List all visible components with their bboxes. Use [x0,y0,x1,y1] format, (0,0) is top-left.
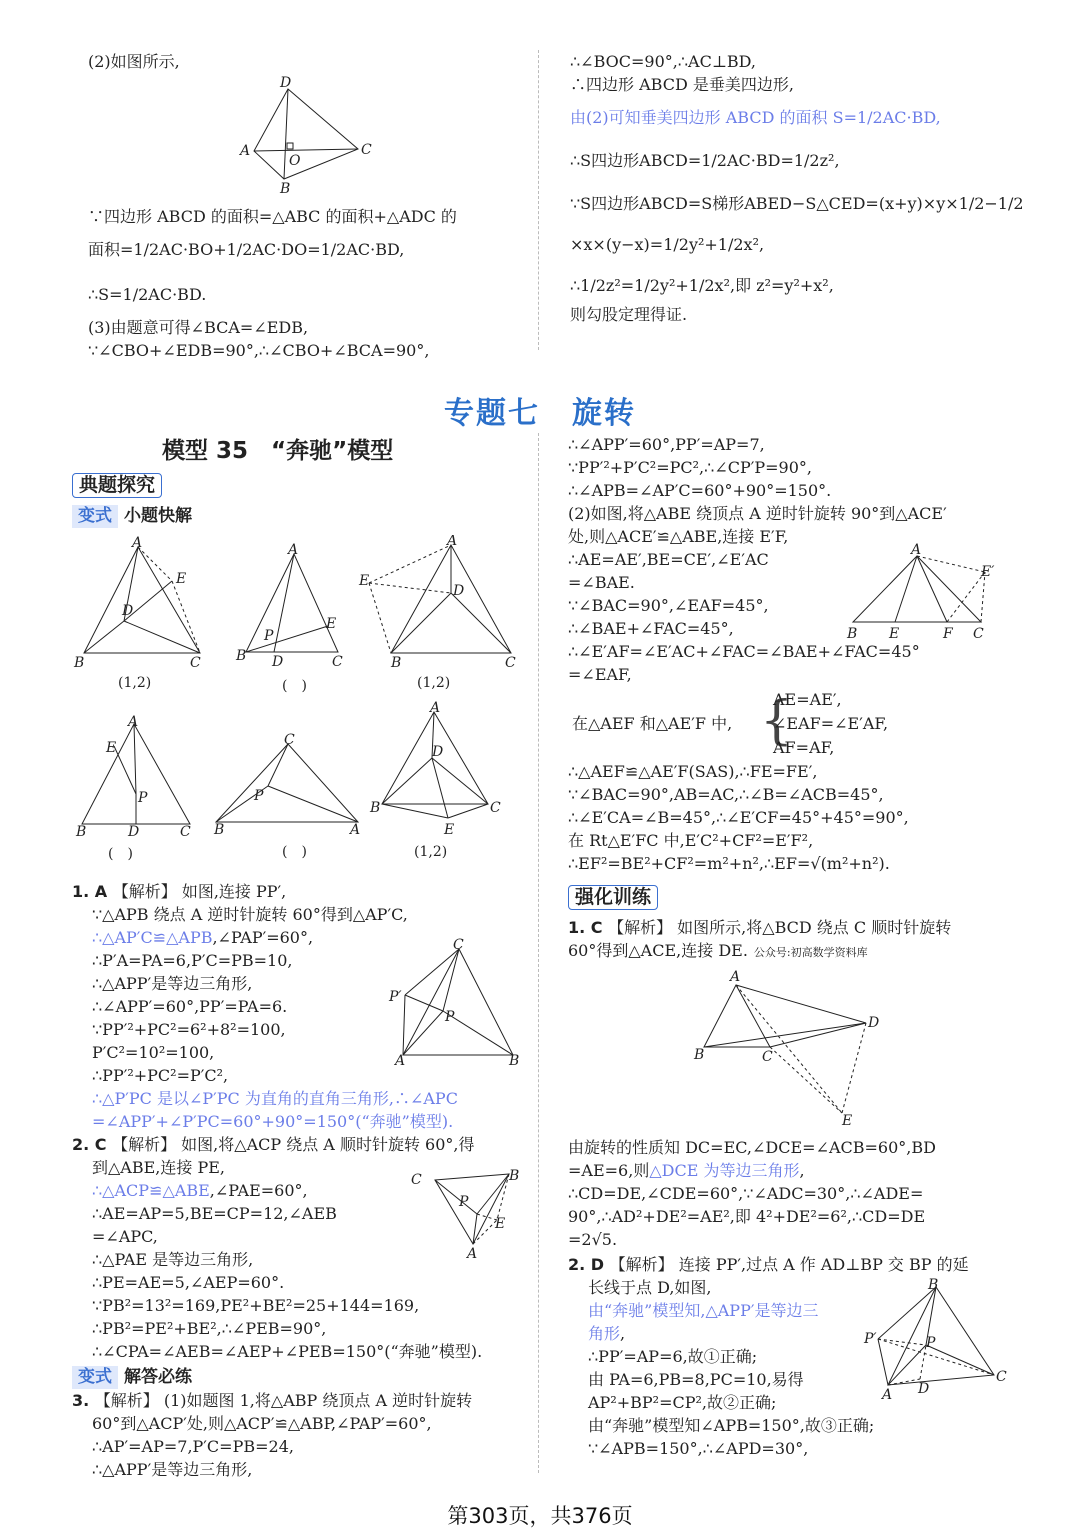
subheading-quick: 小题快解 [124,506,192,526]
svg-text:E: E [842,1113,853,1129]
variant-chip-2: 变式 [72,1366,118,1389]
svg-text:B: B [214,822,225,838]
body-text: ,∠PAP′=60°, [212,928,314,947]
text-line: 则勾股定理得证. [570,305,688,324]
system-brace: { [760,691,794,751]
text-line [72,1087,528,1110]
text-line [568,1136,1013,1159]
svg-text:A: A [128,714,139,730]
page-footer: 第303页，共376页 [447,1504,633,1528]
figure-caption: ( ) [282,678,307,694]
body-text: 90°,∴AD²+DE²=AE²,即 4²+DE²=6²,∴CD=DE [568,1207,926,1226]
subheading-must: 解答必练 [124,1367,192,1387]
text-line: ∴四边形 ABCD 是垂美四边形, [570,75,794,94]
body-text: 【解析】 如图,将△ACP 绕点 A 顺时针旋转 60°,得 [112,1135,475,1154]
body-text: ∵△APB 绕点 A 逆时针旋转 60°得到△AP′C, [92,905,408,924]
svg-text:C: C [996,1369,1007,1385]
column-divider-top [538,50,539,350]
text-line [568,1159,1013,1182]
text-line: ∴∠APP′=60°,PP′=AP=7, [568,435,765,454]
svg-text:C: C [411,1172,422,1188]
text-line: =∠EAF, [568,665,632,684]
svg-text:C: C [332,654,343,670]
text-line: ∴∠APB=∠AP′C=60°+90°=150°. [568,481,832,500]
svg-text:P: P [264,628,274,644]
text-line: ∴∠E′AF=∠E′AC+∠FAC=∠BAE+∠FAC=45° [568,642,920,661]
figure-caption: (1,2) [414,844,448,860]
highlight-text: =∠APP′+∠P′PC=60°+90°=150°(“奔驰”模型). [92,1112,454,1131]
text-line [72,1133,528,1156]
body-text: ∴PP′=AP=6,故①正确; [588,1347,758,1366]
body-text: ∴CD=DE,∠CDE=60°,∵∠ADC=30°,∴∠ADE= [568,1184,924,1203]
text-line: ∴∠E′CA=∠B=45°,∴∠E′CF=45°+45°=90°, [568,808,909,827]
text-line: ∵∠BAC=90°,AB=AC,∴∠B=∠ACB=45°, [568,785,884,804]
watermark-note: 公众号:初高数学资料库 [753,946,868,959]
body-text: =∠APC, [92,1227,158,1246]
body-text: 【解析】 如图所示,将△BCD 绕点 C 顺时针旋转 [608,918,952,937]
system-line: ∠EAF=∠E′AF, [773,714,889,733]
text-line [568,1253,1013,1276]
top-right-column [570,50,1024,326]
text-line [72,1294,528,1317]
body-text: ∴PE=AE=5,∠AEP=60°. [92,1273,285,1292]
body-text: 由“奔驰”模型知∠APB=150°,故③正确; [588,1416,875,1435]
problem-number: 2. D [568,1255,610,1274]
text-line [568,916,1013,939]
text-line: ∴∠BOC=90°,∴AC⊥BD, [570,52,756,71]
problem-number: 1. C [568,918,609,937]
solution-block-3-end [568,760,1013,875]
text-line [72,1435,528,1458]
text-line: ∵PP′²+P′C²=PC²,∴∠CP′P=90°, [568,458,812,477]
svg-text:C: C [284,732,295,748]
text-line [72,880,528,903]
highlight-text: ∴△AP′C≌△APB [92,928,213,947]
body-text: 由旋转的性质知 DC=EC,∠DCE=∠ACB=60°,BD [568,1138,936,1157]
problem-number: 3. [72,1391,95,1410]
section-tag-typical: 典题探究 [72,473,162,498]
svg-text:B: B [370,800,381,816]
svg-text:B: B [280,181,291,195]
svg-text:B: B [74,655,85,671]
body-text: ∴△PAE 是等边三角形, [92,1250,254,1269]
svg-text:A: A [395,1053,406,1069]
body-text: , [620,1324,626,1343]
highlight-text: △DCE 为等边三角形 [649,1161,800,1180]
solution-block-3 [72,1389,528,1481]
figure-problem-2 [405,1160,530,1265]
body-text: ∴∠APP′=60°,PP′=PA=6. [92,997,288,1016]
figure-caption: ( ) [282,844,307,860]
highlight-text: 角形 [588,1324,621,1343]
svg-text:P: P [254,788,264,804]
text-line: ∵∠BAC=90°,∠EAF=45°, [568,596,769,615]
body-text: AP²+BP²=CP²,故②正确; [588,1393,777,1412]
svg-text:D: D [868,1015,880,1031]
body-text: 长线于点 D,如图, [588,1278,712,1297]
svg-text:A: A [430,700,441,716]
figure-quadrilateral-abcd [230,75,380,195]
svg-text:C: C [361,142,372,158]
figure-caption: ( ) [108,846,133,862]
text-line [568,1182,1013,1205]
text-line: ∴S四边形ABCD=1/2AC·BD=1/2z², [570,151,840,170]
svg-text:P′: P′ [389,989,402,1005]
body-text: 60°得到△ACE,连接 DE. [568,941,748,960]
text-line [568,1205,1013,1228]
chapter-title: 专题七 旋转 [444,396,636,431]
svg-text:A: A [882,1387,893,1403]
body-text: ∴PP′²+PC²=P′C², [92,1066,229,1085]
text-line [568,1437,1013,1460]
svg-text:P′: P′ [864,1331,877,1347]
svg-text:E: E [359,573,370,589]
body-text: ∴P′A=PA=6,P′C=PB=10, [92,951,293,970]
figure-rotation-square [845,540,1015,645]
body-text: ∴△APP′是等边三角形, [92,1460,253,1479]
figure-quick-2 [232,540,352,700]
highlight-text: ∴△P′PC 是以∠P′PC 为直角的直角三角形,∴∠APC [92,1089,458,1108]
text-line: (3)由题意可得∠BCA=∠EDB, [88,318,309,337]
training-block-1-cont [568,1136,1013,1251]
text-line: ∴S=1/2AC·BD. [88,285,207,304]
figure-caption: (1,2) [118,675,152,691]
svg-text:B: B [694,1047,705,1063]
body-text: ∴AP′=AP=7,P′C=PB=24, [92,1437,294,1456]
svg-text:D: D [453,583,465,599]
svg-text:D: D [918,1381,930,1397]
svg-text:E: E [176,571,187,587]
body-text: 60°到△ACP′处,则△ACP′≌△ABP,∠PAP′=60°, [92,1414,432,1433]
text-line [568,1414,1013,1437]
svg-text:F: F [943,626,953,642]
text-line [72,903,528,926]
svg-text:C: C [505,655,516,671]
body-text: 由 PA=6,PB=8,PC=10,易得 [588,1370,804,1389]
text-line: (2)如图所示, [88,52,180,71]
body-text: 【解析】 如图,连接 PP′, [112,882,287,901]
text-line: 在 Rt△E′FC 中,E′C²+CF²=E′F², [568,831,814,850]
body-text: ∵PP′²+PC²=6²+8²=100, [92,1020,286,1039]
svg-text:A: A [467,1246,478,1262]
body-text: , [799,1161,805,1180]
svg-text:B: B [236,648,247,664]
system-line: AE=AE′, [773,690,842,709]
text-line: 面积=1/2AC·BO+1/2AC·DO=1/2AC·BD, [88,240,405,259]
variant-chip: 变式 [72,505,118,528]
system-prefix: 在△AEF 和△AE′F 中, [572,714,733,733]
body-text: ∴∠CPA=∠AEB=∠AEP+∠PEB=150°(“奔驰”模型). [92,1342,483,1361]
body-text: ∵PB²=13²=169,PE²+BE²=25+144=169, [92,1296,420,1315]
svg-text:A: A [132,535,143,551]
svg-text:D: D [272,654,284,670]
svg-text:D: D [432,744,444,760]
svg-text:E: E [889,626,900,642]
svg-text:C: C [180,824,191,840]
svg-text:E: E [495,1216,506,1232]
model-title: 模型 35 “奔驰”模型 [162,438,394,464]
body-text: ∵∠APB=150°,∴∠APD=30°, [588,1439,809,1458]
figure-quick-5 [210,730,370,860]
highlight-text: ∴△ACP≌△ABE [92,1181,210,1200]
text-line [568,939,1013,964]
figure-caption: (1,2) [417,675,451,691]
svg-text:D: D [280,75,292,91]
text-line: ∵∠CBO+∠EDB=90°,∴∠CBO+∠BCA=90°, [88,341,430,360]
text-line [72,1317,528,1340]
text-line: ∴EF²=BE²+CF²=m²+n²,∴EF=√(m²+n²). [568,854,890,873]
text-line: ∴AE=AE′,BE=CE′,∠E′AC [568,550,769,569]
svg-text:A: A [911,542,922,558]
equation-system [568,688,1013,760]
body-text: ∴△APP′是等边三角形, [92,974,253,993]
text-line [72,1110,528,1133]
svg-text:A: A [447,535,458,549]
body-text: 【解析】 连接 PP′,过点 A 作 AD⊥BP 交 BP 的延 [609,1255,969,1274]
svg-text:C: C [190,655,201,671]
svg-text:B: B [76,824,87,840]
svg-text:C: C [973,626,984,642]
text-line: ∵四边形 ABCD 的面积=△ABC 的面积+△ADC 的 [88,207,457,226]
text-line: ∵S四边形ABCD=S梯形ABED−S△CED=(x+y)×y×1/2−1/2 [570,194,1024,213]
text-line [72,1458,528,1481]
svg-text:O: O [289,153,301,169]
svg-text:E: E [106,740,117,756]
text-line: =∠BAE. [568,573,635,592]
svg-text:E′: E′ [981,564,995,580]
svg-text:A: A [730,969,741,985]
svg-text:C: C [762,1049,773,1065]
text-line: ∴△AEF≌△AE′F(SAS),∴FE=FE′, [568,762,818,781]
svg-text:B: B [391,655,402,671]
svg-text:P: P [459,1194,469,1210]
svg-text:B: B [847,626,858,642]
body-text: =AE=6,则 [568,1161,650,1180]
body-text: ∴AE=AP=5,BE=CP=12,∠AEB [92,1204,337,1223]
text-line: 处,则△ACE′≌△ABE,连接 E′F, [568,527,789,546]
svg-text:C: C [453,937,464,953]
svg-text:D: D [122,603,134,619]
text-line: ∴1/2z²=1/2y²+1/2x²,即 z²=y²+x², [570,276,834,295]
figure-quick-4 [72,712,202,862]
svg-text:P: P [138,790,148,806]
svg-text:E: E [326,616,337,632]
svg-text:A: A [288,542,299,558]
figure-quick-1 [72,535,212,695]
text-line: (2)如图,将△ABE 绕顶点 A 逆时针旋转 90°到△ACE′ [568,504,947,523]
body-text: P′C²=10²=100, [92,1043,215,1062]
svg-text:P: P [926,1335,936,1351]
text-line [568,1228,1013,1251]
svg-text:B: B [509,1168,520,1184]
column-divider-bottom [538,433,539,1473]
body-text: ∴PB²=PE²+BE²,∴∠PEB=90°, [92,1319,327,1338]
body-text: =2√5. [568,1230,618,1249]
text-line-highlight: 由(2)可知垂美四边形 ABCD 的面积 S=1/2AC·BD, [570,108,941,127]
figure-problem-1 [385,935,525,1070]
text-line [72,1389,528,1412]
svg-text:B: B [509,1053,520,1069]
body-text: ,∠PAE=60°, [209,1181,308,1200]
svg-text:A: A [350,822,361,838]
text-line: ×x×(y−x)=1/2y²+1/2x², [570,235,765,254]
svg-text:E: E [444,822,455,838]
training-block-1 [568,916,1013,964]
figure-quick-3 [355,535,525,695]
figure-training-1 [690,965,890,1130]
problem-number: 1. A [72,882,113,901]
svg-text:P: P [445,1009,455,1025]
section-tag-training: 强化训练 [568,885,658,910]
text-line: ∴∠BAE+∠FAC=45°, [568,619,734,638]
problem-number: 2. C [72,1135,113,1154]
text-line [72,1340,528,1363]
system-line: AF=AF, [773,738,835,757]
svg-text:D: D [128,824,140,840]
highlight-text: 由“奔驰”模型知,△APP′是等边三 [588,1301,819,1320]
body-text: 【解析】 (1)如题图 1,将△ABP 绕顶点 A 逆时针旋转 [94,1391,473,1410]
text-line [72,1412,528,1435]
svg-text:A: A [240,143,251,159]
text-line [72,1271,528,1294]
svg-text:B: B [928,1277,939,1293]
figure-quick-6 [368,700,508,860]
figure-training-2 [860,1275,1010,1405]
svg-text:C: C [490,800,501,816]
body-text: 到△ABE,连接 PE, [92,1158,226,1177]
